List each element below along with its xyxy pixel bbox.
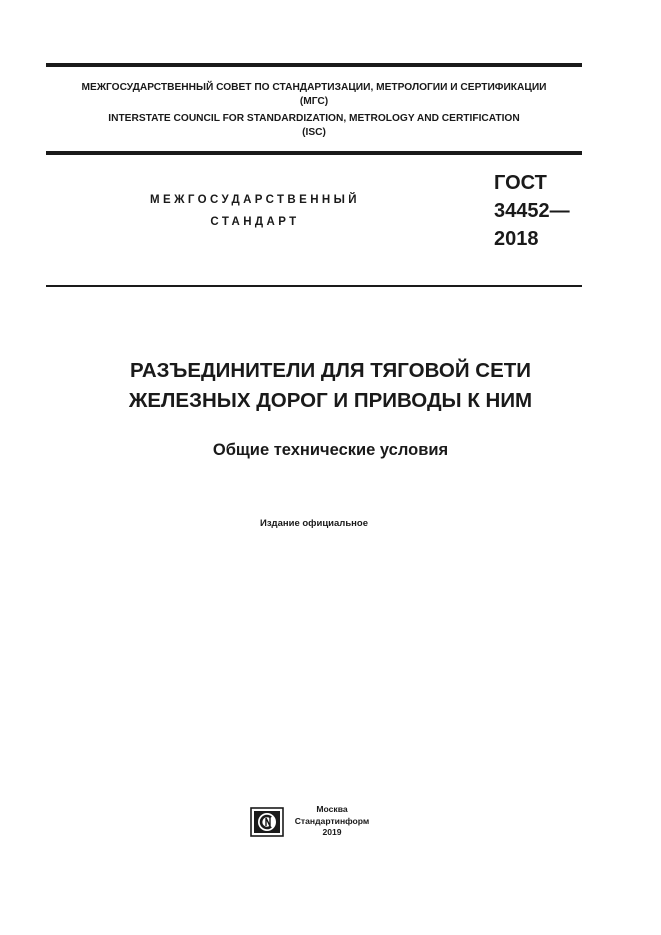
- publisher-info: [292, 804, 372, 839]
- document-title: [0, 356, 661, 416]
- council-abbr-en: (ISC): [302, 127, 326, 138]
- top-rule: [46, 63, 582, 67]
- standartinform-logo-icon: [250, 807, 284, 837]
- gost-number: 34452—: [494, 200, 570, 222]
- gost-designation: [494, 169, 570, 253]
- gost-prefix: ГОСТ: [494, 172, 547, 194]
- standard-type-line2: СТАНДАРТ: [210, 216, 300, 228]
- publisher-name: Стандартинформ: [294, 815, 370, 826]
- council-name-ru: МЕЖГОСУДАРСТВЕННЫЙ СОВЕТ ПО СТАНДАРТИЗАЦИИ, МЕТРОЛОГИИ И СЕРТИФИКАЦИИ: [81, 82, 547, 93]
- council-bottom-rule: [46, 151, 582, 155]
- publisher-city: Москва: [316, 804, 348, 814]
- council-header: [46, 81, 582, 140]
- council-abbr-ru: (МГС): [299, 96, 329, 107]
- gost-year: 2018: [494, 228, 539, 250]
- council-name-en: INTERSTATE COUNCIL FOR STANDARDIZATION, METROLOGY AND CERTIFICATION: [108, 113, 520, 124]
- title-line1: РАЗЪЕДИНИТЕЛИ ДЛЯ ТЯГОВОЙ СЕТИ: [129, 359, 531, 382]
- publisher-year: 2019: [322, 827, 342, 837]
- edition-label: Издание официальное: [260, 518, 368, 529]
- standard-type-line1: МЕЖГОСУДАРСТВЕННЫЙ: [150, 194, 360, 206]
- standard-type: [120, 189, 390, 233]
- document-subtitle: Общие технические условия: [212, 441, 449, 459]
- header-bottom-rule: [46, 285, 582, 287]
- title-line2: ЖЕЛЕЗНЫХ ДОРОГ И ПРИВОДЫ К НИМ: [128, 389, 533, 412]
